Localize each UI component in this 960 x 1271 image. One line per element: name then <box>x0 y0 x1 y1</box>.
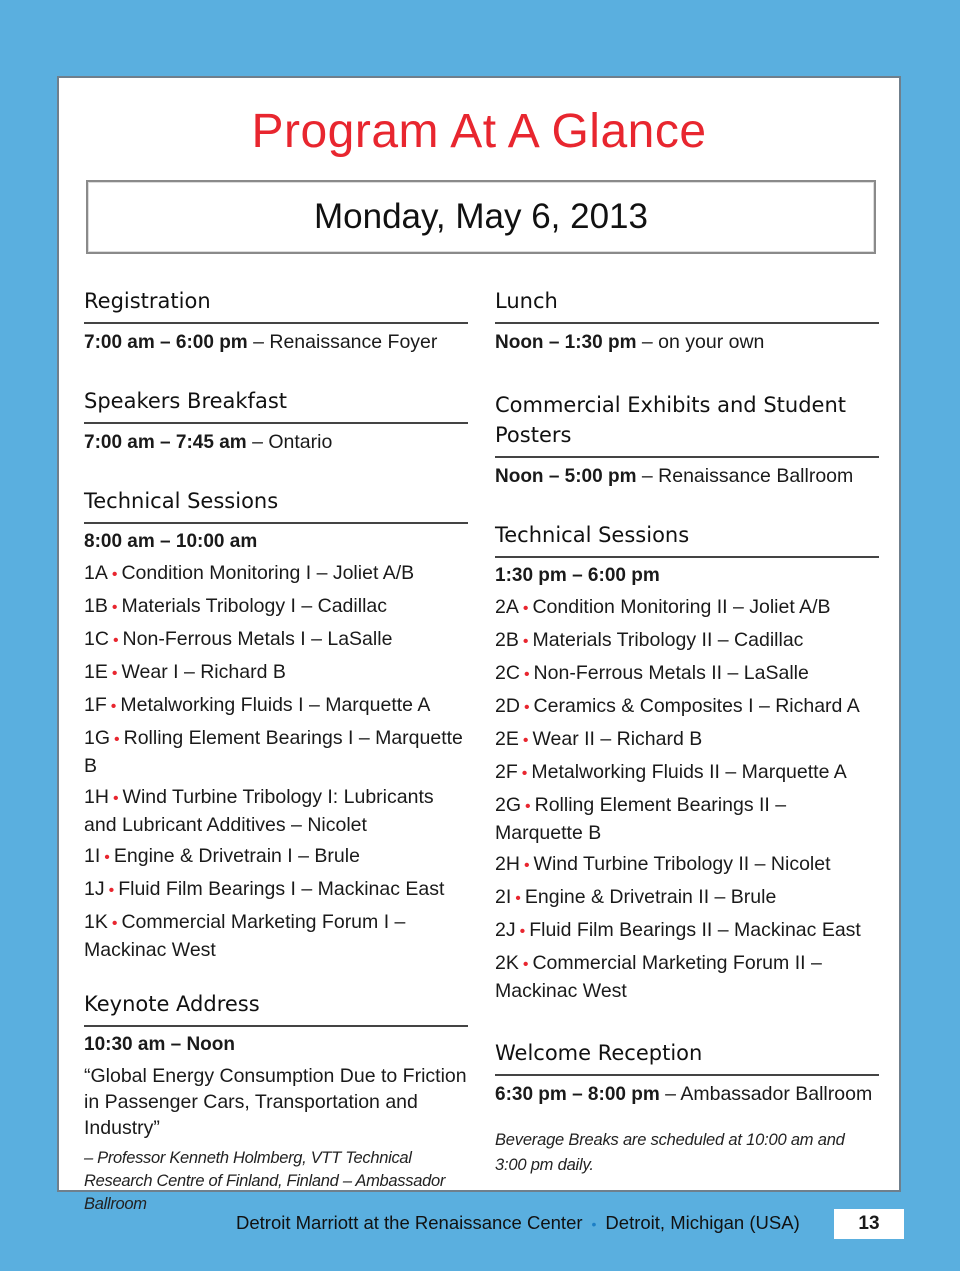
session-code: 2G <box>495 794 522 816</box>
session-code: 2A <box>495 596 519 618</box>
session-item <box>495 726 879 754</box>
bullet-icon: • <box>591 1216 597 1232</box>
session-list <box>495 594 879 1004</box>
session-title: Fluid Film Bearings II – Mackinac East <box>529 919 861 941</box>
bullet-icon: • <box>112 632 119 649</box>
session-title: Materials Tribology II – Cadillac <box>532 629 804 651</box>
session-location: – Renaissance Ballroom <box>636 465 854 487</box>
session-title: Wind Turbine Tribology I: Lubricants and Lubricant Additives – Nicolet <box>84 786 434 836</box>
session-code: 2E <box>495 728 519 750</box>
session-item <box>84 784 468 838</box>
bullet-icon: • <box>522 732 529 749</box>
session-code: 2F <box>495 761 518 783</box>
session-code: 2J <box>495 919 516 941</box>
reception-section <box>495 1038 879 1178</box>
lunch-section <box>495 286 879 356</box>
session-time: Noon – 1:30 pm <box>495 332 637 353</box>
session-code: 1B <box>84 595 108 617</box>
session-time: 6:30 pm – 8:00 pm <box>495 1084 660 1105</box>
section-heading: Speakers Breakfast <box>84 386 468 424</box>
footer <box>236 1208 800 1239</box>
session-item <box>495 594 879 622</box>
session-location: – Renaissance Foyer <box>247 331 438 353</box>
session-title: Wind Turbine Tribology II – Nicolet <box>533 853 831 875</box>
session-code: 1J <box>84 878 105 900</box>
bullet-icon: • <box>521 765 528 782</box>
session-title: Wear II – Richard B <box>532 728 703 750</box>
session-item <box>495 660 879 688</box>
session-title: Rolling Element Bearings II – Marquette B <box>495 794 787 844</box>
session-time: 10:30 am – Noon <box>84 1034 235 1055</box>
session-code: 2K <box>495 952 519 974</box>
bullet-icon: • <box>108 882 115 899</box>
bullet-icon: • <box>104 849 110 866</box>
section-heading: Keynote Address <box>84 989 468 1027</box>
session-title: Wear I – Richard B <box>121 661 286 683</box>
session-title: Fluid Film Bearings I – Mackinac East <box>118 878 445 900</box>
date-banner: Monday, May 6, 2013 <box>86 180 876 254</box>
session-item <box>84 843 468 871</box>
session-item <box>495 884 879 912</box>
page-title: Program At A Glance <box>251 105 707 158</box>
section-heading: Commercial Exhibits and Student Posters <box>495 390 879 458</box>
session-title: Metalworking Fluids II – Marquette A <box>531 761 847 783</box>
left-column <box>84 286 468 1216</box>
session-code: 1I <box>84 845 101 867</box>
session-title: Non-Ferrous Metals II – LaSalle <box>533 662 809 684</box>
session-item <box>84 876 468 904</box>
session-item <box>84 560 468 588</box>
session-item <box>84 626 468 654</box>
session-location: – Ambassador Ballroom <box>659 1083 873 1105</box>
session-location: – Ontario <box>246 431 333 453</box>
bullet-icon: • <box>112 790 119 807</box>
session-time: 8:00 am – 10:00 am <box>84 531 258 552</box>
session-item <box>495 851 879 879</box>
section-heading: Technical Sessions <box>495 520 879 558</box>
session-item <box>84 593 468 621</box>
session-item <box>84 909 468 963</box>
bullet-icon: • <box>522 600 529 617</box>
footer-venue: Detroit Marriott at the Renaissance Center <box>236 1212 583 1233</box>
session-list <box>84 560 468 963</box>
session-item <box>84 725 468 779</box>
keynote-speaker: – Professor Kenneth Holmberg, VTT Technical Research Centre of Finland, Finland – Ambassador Ballroom <box>84 1149 446 1213</box>
session-title: Ceramics & Composites I – Richard A <box>533 695 860 717</box>
bullet-icon: • <box>519 923 526 940</box>
bullet-icon: • <box>523 699 530 716</box>
technical-sessions-afternoon <box>495 520 879 1004</box>
exhibits-section <box>495 390 879 490</box>
session-code: 1H <box>84 786 109 808</box>
session-title: Engine & Drivetrain I – Brule <box>113 845 360 867</box>
session-code: 2H <box>495 853 520 875</box>
session-title: Materials Tribology I – Cadillac <box>121 595 387 617</box>
bullet-icon: • <box>111 665 118 682</box>
bullet-icon: • <box>523 857 530 874</box>
session-title: Commercial Marketing Forum II – Mackinac West <box>495 952 822 1002</box>
section-heading: Technical Sessions <box>84 486 468 524</box>
section-heading: Lunch <box>495 286 879 324</box>
session-time: Noon – 5:00 pm <box>495 466 637 487</box>
session-item <box>495 792 879 846</box>
bullet-icon: • <box>111 599 118 616</box>
session-time: 1:30 pm – 6:00 pm <box>495 565 660 586</box>
bullet-icon: • <box>515 890 521 907</box>
section-heading: Welcome Reception <box>495 1038 879 1076</box>
bullet-icon: • <box>110 698 117 715</box>
session-item <box>495 693 879 721</box>
session-title: Condition Monitoring II – Joliet A/B <box>532 596 831 618</box>
bullet-icon: • <box>522 633 529 650</box>
session-time: 7:00 am – 7:45 am <box>84 432 247 453</box>
session-code: 1K <box>84 911 108 933</box>
session-item <box>84 692 468 720</box>
technical-sessions-morning <box>84 486 468 963</box>
session-code: 2D <box>495 695 520 717</box>
session-item <box>495 759 879 787</box>
bullet-icon: • <box>525 798 531 815</box>
session-code: 1A <box>84 562 108 584</box>
session-code: 1G <box>84 727 111 749</box>
bullet-icon: • <box>111 915 118 932</box>
session-location: – on your own <box>636 331 765 353</box>
session-title: Engine & Drivetrain II – Brule <box>524 886 777 908</box>
bullet-icon: • <box>111 566 118 583</box>
footer-location: Detroit, Michigan (USA) <box>605 1212 800 1233</box>
keynote-title: “Global Energy Consumption Due to Friction in Passenger Cars, Transportation and Industry” <box>84 1065 467 1139</box>
session-item <box>84 659 468 687</box>
breakfast-section <box>84 386 468 456</box>
session-title: Metalworking Fluids I – Marquette A <box>120 694 431 716</box>
session-item <box>495 917 879 945</box>
beverage-note: Beverage Breaks are scheduled at 10:00 am and 3:00 pm daily. <box>495 1131 845 1174</box>
session-code: 1C <box>84 628 109 650</box>
session-code: 1E <box>84 661 108 683</box>
keynote-section <box>84 989 468 1216</box>
bullet-icon: • <box>523 666 530 683</box>
session-title: Rolling Element Bearings I – Marquette B <box>84 727 463 777</box>
program-panel <box>57 76 901 1213</box>
session-item <box>495 950 879 1004</box>
right-column <box>495 286 879 1178</box>
bullet-icon: • <box>522 956 529 973</box>
page-number: 13 <box>834 1209 904 1239</box>
session-title: Condition Monitoring I – Joliet A/B <box>121 562 415 584</box>
session-title: Commercial Marketing Forum I – Mackinac West <box>84 911 406 961</box>
registration-section <box>84 286 468 356</box>
session-item <box>495 627 879 655</box>
section-heading: Registration <box>84 286 468 324</box>
session-code: 2I <box>495 886 512 908</box>
session-code: 2B <box>495 629 519 651</box>
session-code: 2C <box>495 662 520 684</box>
bullet-icon: • <box>114 731 120 748</box>
session-title: Non-Ferrous Metals I – LaSalle <box>122 628 393 650</box>
session-code: 1F <box>84 694 107 716</box>
session-time: 7:00 am – 6:00 pm <box>84 332 248 353</box>
